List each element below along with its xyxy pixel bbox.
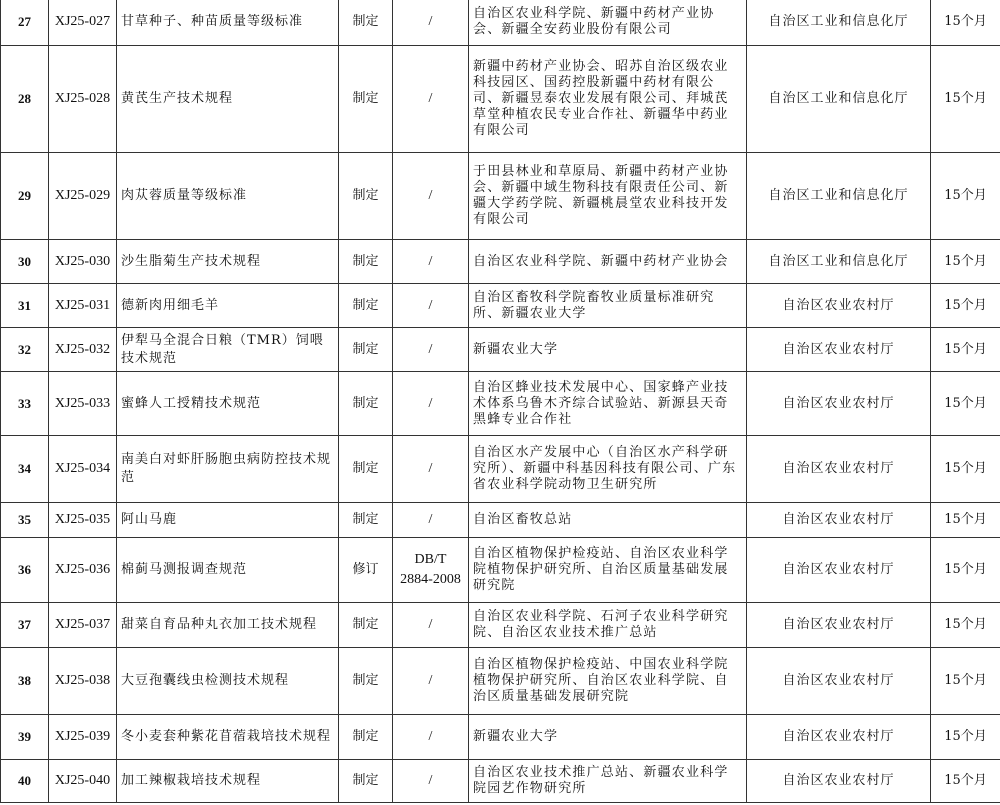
completion-period: 15个月 <box>931 153 1000 240</box>
table-row <box>1 328 1000 372</box>
project-code: XJ25-034 <box>49 436 117 503</box>
project-code: XJ25-027 <box>49 0 117 46</box>
drafting-units: 自治区畜牧科学院畜牧业质量标准研究所、新疆农业大学 <box>469 284 747 328</box>
table-row <box>1 436 1000 503</box>
replaced-standard: / <box>393 503 469 538</box>
project-code: XJ25-031 <box>49 284 117 328</box>
completion-period: 15个月 <box>931 372 1000 436</box>
completion-period: 15个月 <box>931 760 1000 803</box>
row-number: 32 <box>1 328 49 372</box>
revision-type: 制定 <box>339 240 393 284</box>
replaced-standard: / <box>393 648 469 715</box>
drafting-units: 自治区植物保护检疫站、自治区农业科学院植物保护研究所、自治区质量基础发展研究院 <box>469 538 747 603</box>
row-number: 38 <box>1 648 49 715</box>
completion-period: 15个月 <box>931 328 1000 372</box>
responsible-department: 自治区工业和信息化厅 <box>747 153 931 240</box>
responsible-department: 自治区农业农村厅 <box>747 648 931 715</box>
table-row <box>1 284 1000 328</box>
standard-name: 肉苁蓉质量等级标准 <box>117 153 339 240</box>
responsible-department: 自治区农业农村厅 <box>747 715 931 760</box>
revision-type: 制定 <box>339 46 393 153</box>
replaced-standard: / <box>393 240 469 284</box>
project-code: XJ25-037 <box>49 603 117 648</box>
revision-type: 制定 <box>339 328 393 372</box>
revision-type: 修订 <box>339 538 393 603</box>
drafting-units: 自治区植物保护检疫站、中国农业科学院植物保护研究所、自治区农业科学院、自治区质量基础发展研究院 <box>469 648 747 715</box>
drafting-units: 自治区农业科学院、新疆中药材产业协会 <box>469 240 747 284</box>
completion-period: 15个月 <box>931 715 1000 760</box>
drafting-units: 于田县林业和草原局、新疆中药材产业协会、新疆中域生物科技有限责任公司、新疆大学药学院、新疆桃晨堂农业科技开发有限公司 <box>469 153 747 240</box>
row-number: 36 <box>1 538 49 603</box>
project-code: XJ25-039 <box>49 715 117 760</box>
drafting-units: 自治区水产发展中心（自治区水产科学研究所）、新疆中科基因科技有限公司、广东省农业科学院动物卫生研究所 <box>469 436 747 503</box>
completion-period: 15个月 <box>931 648 1000 715</box>
table-row <box>1 715 1000 760</box>
revision-type: 制定 <box>339 648 393 715</box>
standard-name: 甘草种子、种苗质量等级标准 <box>117 0 339 46</box>
table-row <box>1 648 1000 715</box>
project-code: XJ25-033 <box>49 372 117 436</box>
revision-type: 制定 <box>339 603 393 648</box>
table-row <box>1 240 1000 284</box>
replaced-standard: / <box>393 436 469 503</box>
completion-period: 15个月 <box>931 538 1000 603</box>
replaced-standard: / <box>393 760 469 803</box>
row-number: 40 <box>1 760 49 803</box>
project-code: XJ25-028 <box>49 46 117 153</box>
standard-name: 蜜蜂人工授精技术规范 <box>117 372 339 436</box>
project-code: XJ25-030 <box>49 240 117 284</box>
standard-name: 棉蓟马测报调查规范 <box>117 538 339 603</box>
drafting-units: 自治区农业科学院、石河子农业科学研究院、自治区农业技术推广总站 <box>469 603 747 648</box>
row-number: 37 <box>1 603 49 648</box>
standard-name: 南美白对虾肝肠胞虫病防控技术规范 <box>117 436 339 503</box>
project-code: XJ25-036 <box>49 538 117 603</box>
drafting-units: 自治区畜牧总站 <box>469 503 747 538</box>
drafting-units: 自治区农业科学院、新疆中药材产业协会、新疆全安药业股份有限公司 <box>469 0 747 46</box>
row-number: 39 <box>1 715 49 760</box>
completion-period: 15个月 <box>931 603 1000 648</box>
completion-period: 15个月 <box>931 240 1000 284</box>
revision-type: 制定 <box>339 153 393 240</box>
table-row <box>1 372 1000 436</box>
standard-name: 阿山马鹿 <box>117 503 339 538</box>
replaced-standard: / <box>393 153 469 240</box>
table-row <box>1 538 1000 603</box>
drafting-units: 新疆农业大学 <box>469 328 747 372</box>
standard-name: 大豆孢囊线虫检测技术规程 <box>117 648 339 715</box>
project-code: XJ25-032 <box>49 328 117 372</box>
revision-type: 制定 <box>339 760 393 803</box>
row-number: 34 <box>1 436 49 503</box>
revision-type: 制定 <box>339 503 393 538</box>
table-row <box>1 0 1000 46</box>
responsible-department: 自治区农业农村厅 <box>747 503 931 538</box>
drafting-units: 自治区农业技术推广总站、新疆农业科学院园艺作物研究所 <box>469 760 747 803</box>
standard-name: 伊犁马全混合日粮（TMR）饲喂技术规范 <box>117 328 339 372</box>
replaced-standard: / <box>393 372 469 436</box>
responsible-department: 自治区农业农村厅 <box>747 760 931 803</box>
project-code: XJ25-038 <box>49 648 117 715</box>
responsible-department: 自治区农业农村厅 <box>747 284 931 328</box>
replaced-standard: / <box>393 0 469 46</box>
responsible-department: 自治区农业农村厅 <box>747 436 931 503</box>
table-row <box>1 503 1000 538</box>
row-number: 35 <box>1 503 49 538</box>
table-row <box>1 603 1000 648</box>
drafting-units: 自治区蜂业技术发展中心、国家蜂产业技术体系乌鲁木齐综合试验站、新源县天奇黑蜂专业合作社 <box>469 372 747 436</box>
row-number: 33 <box>1 372 49 436</box>
row-number: 28 <box>1 46 49 153</box>
revision-type: 制定 <box>339 372 393 436</box>
responsible-department: 自治区农业农村厅 <box>747 372 931 436</box>
responsible-department: 自治区农业农村厅 <box>747 328 931 372</box>
row-number: 29 <box>1 153 49 240</box>
replaced-standard: / <box>393 284 469 328</box>
completion-period: 15个月 <box>931 46 1000 153</box>
responsible-department: 自治区工业和信息化厅 <box>747 0 931 46</box>
responsible-department: 自治区工业和信息化厅 <box>747 46 931 153</box>
standard-name: 德新肉用细毛羊 <box>117 284 339 328</box>
responsible-department: 自治区农业农村厅 <box>747 538 931 603</box>
project-code: XJ25-035 <box>49 503 117 538</box>
revision-type: 制定 <box>339 436 393 503</box>
replaced-standard: / <box>393 46 469 153</box>
replaced-standard: DB/T 2884-2008 <box>393 538 469 603</box>
row-number: 30 <box>1 240 49 284</box>
standard-name: 冬小麦套种紫花苜蓿栽培技术规程 <box>117 715 339 760</box>
project-code: XJ25-029 <box>49 153 117 240</box>
replaced-standard: / <box>393 328 469 372</box>
responsible-department: 自治区农业农村厅 <box>747 603 931 648</box>
drafting-units: 新疆农业大学 <box>469 715 747 760</box>
completion-period: 15个月 <box>931 436 1000 503</box>
row-number: 27 <box>1 0 49 46</box>
row-number: 31 <box>1 284 49 328</box>
completion-period: 15个月 <box>931 0 1000 46</box>
table-row <box>1 46 1000 153</box>
revision-type: 制定 <box>339 715 393 760</box>
standard-name: 加工辣椒栽培技术规程 <box>117 760 339 803</box>
completion-period: 15个月 <box>931 503 1000 538</box>
project-code: XJ25-040 <box>49 760 117 803</box>
standard-name: 黄芪生产技术规程 <box>117 46 339 153</box>
standard-name: 甜菜自育品种丸衣加工技术规程 <box>117 603 339 648</box>
revision-type: 制定 <box>339 284 393 328</box>
standard-name: 沙生脂菊生产技术规程 <box>117 240 339 284</box>
responsible-department: 自治区工业和信息化厅 <box>747 240 931 284</box>
replaced-standard: / <box>393 715 469 760</box>
replaced-standard: / <box>393 603 469 648</box>
completion-period: 15个月 <box>931 284 1000 328</box>
drafting-units: 新疆中药材产业协会、昭苏自治区级农业科技园区、国药控股新疆中药材有限公司、新疆昱泰农业发展有限公司、拜城芪草堂种植农民专业合作社、新疆华中药业有限公司 <box>469 46 747 153</box>
revision-type: 制定 <box>339 0 393 46</box>
table-row <box>1 760 1000 803</box>
table-row <box>1 153 1000 240</box>
